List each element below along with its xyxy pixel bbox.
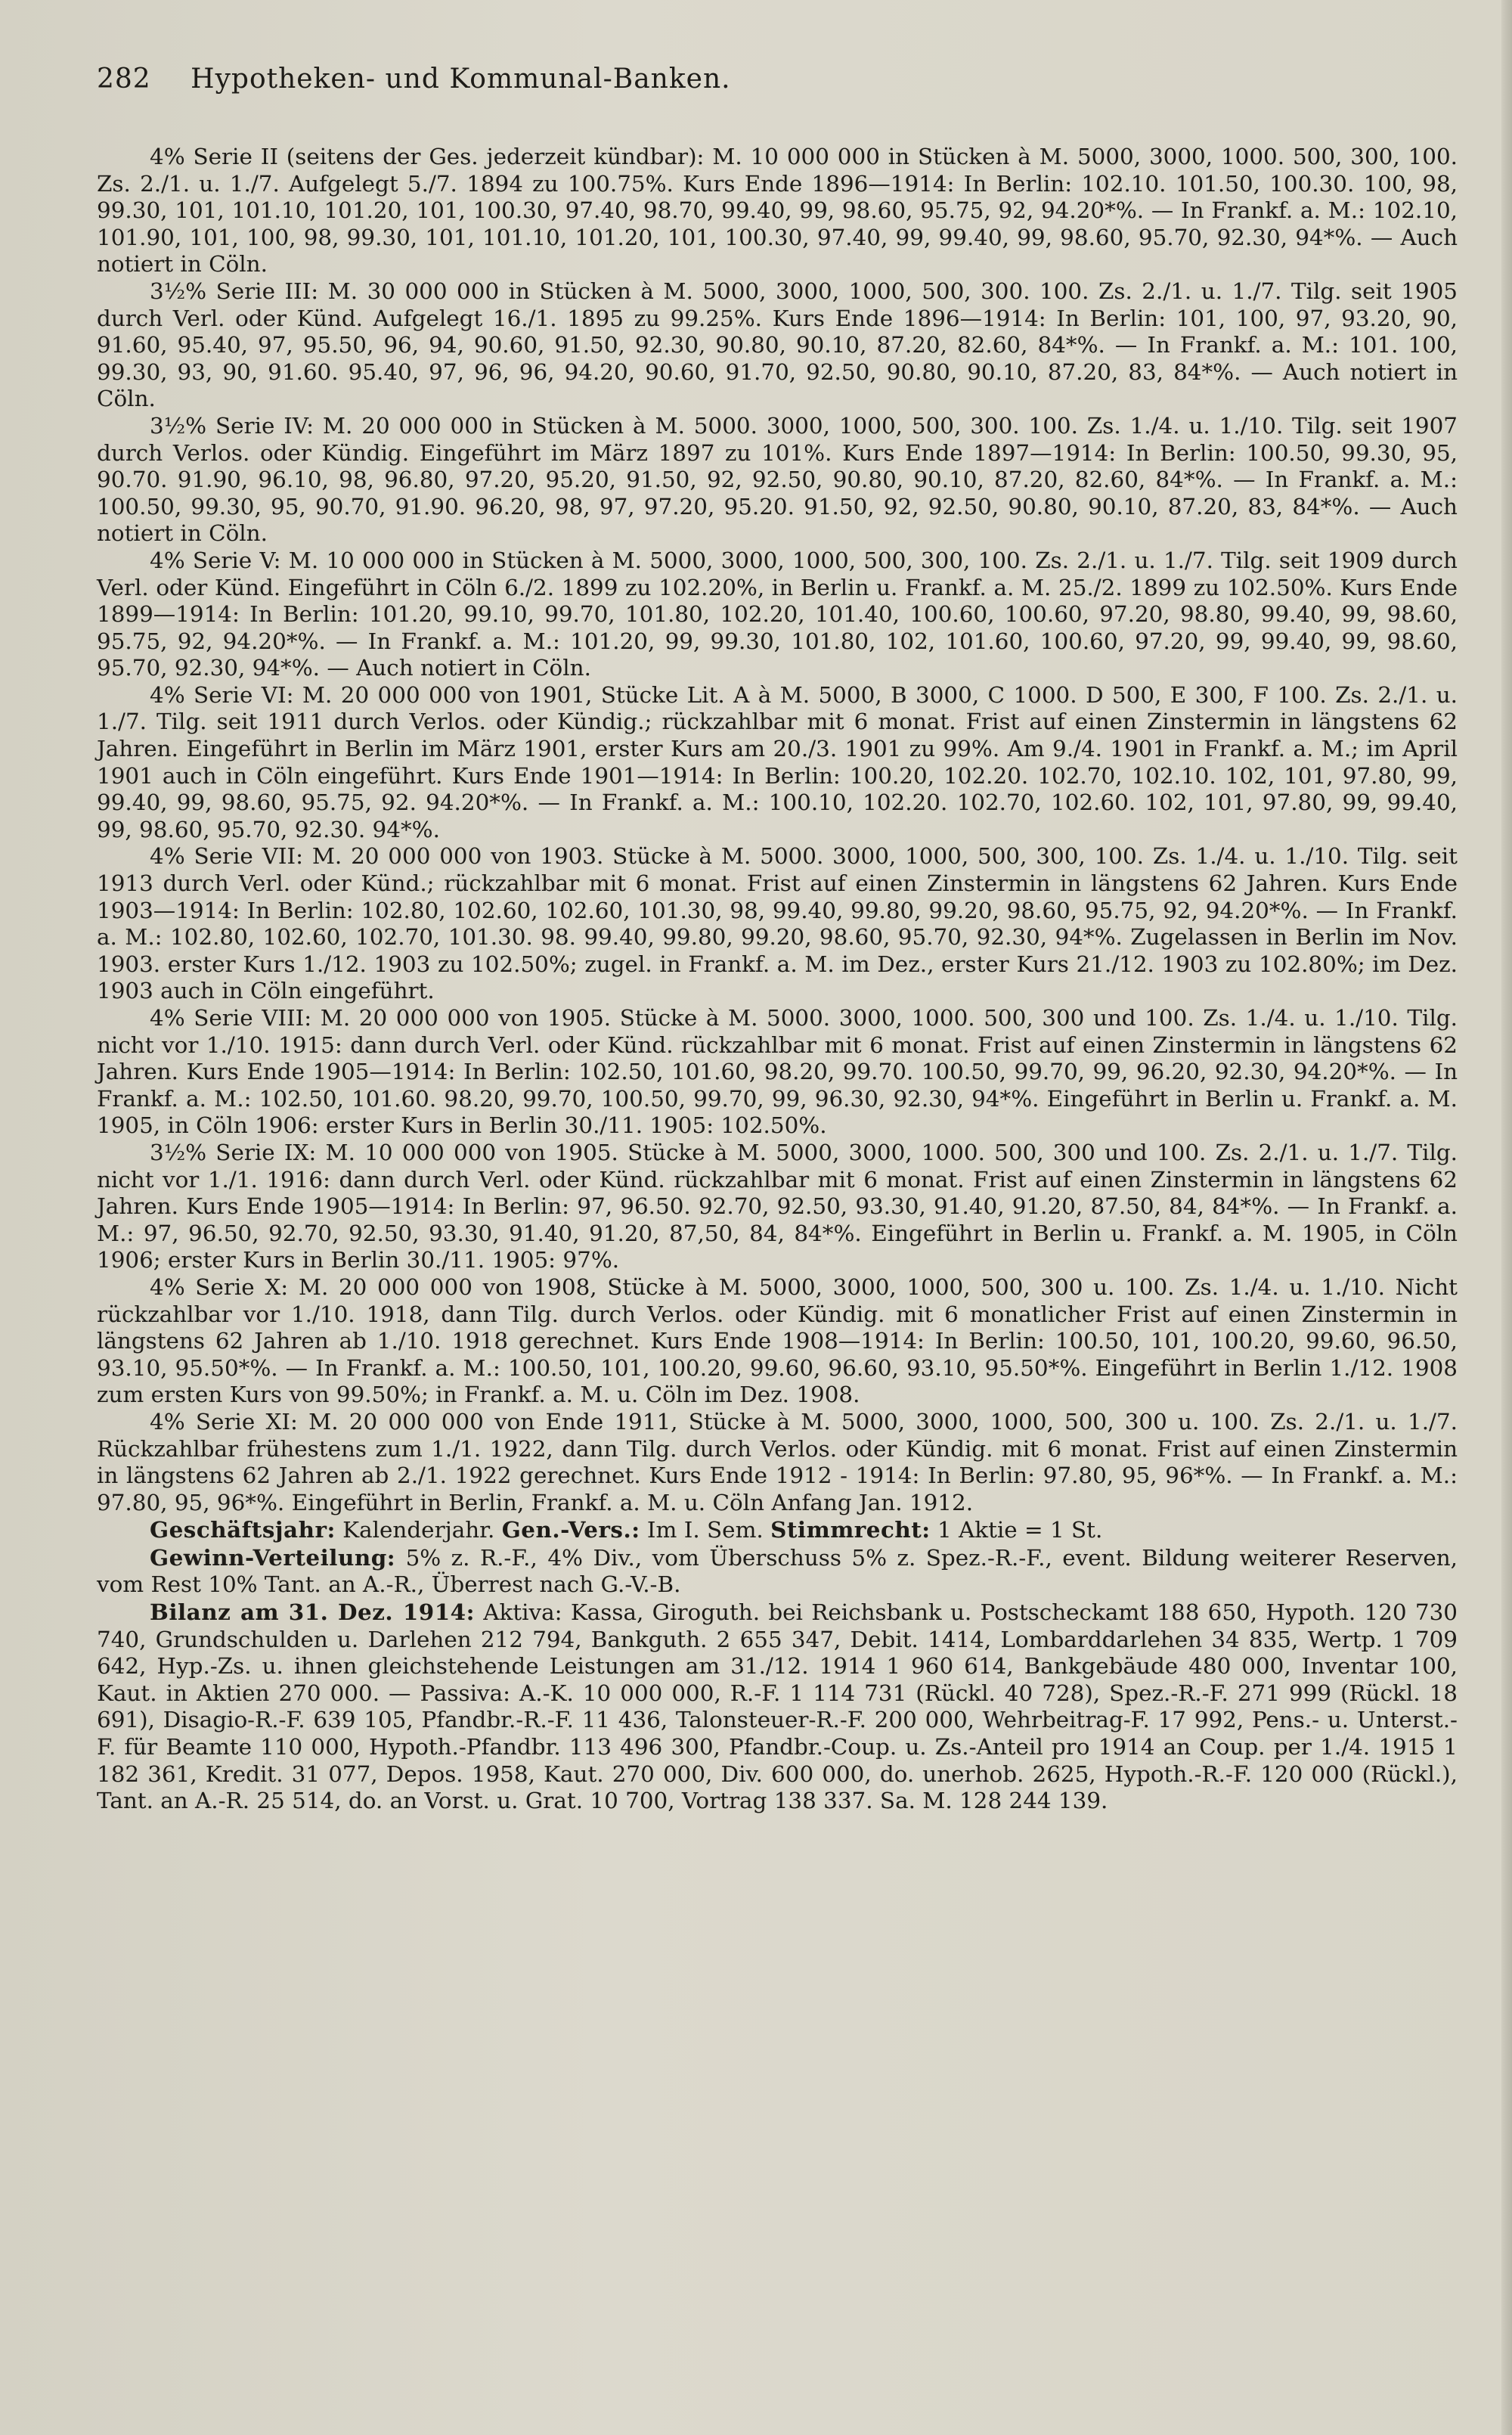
text-gewinn-verteilung: 5% z. R.-F., 4% Div., vom Überschuss 5% z. Spez.-R.-F., event. Bildung weiterer Reserven, vom Rest 10% Tant. an A.-R., Überrest nach G.-V.-B. <box>97 1544 1458 1598</box>
paragraph-serie-11: 4% Serie XI: M. 20 000 000 von Ende 1911, Stücke à M. 5000, 3000, 1000, 500, 300 u. 100. Zs. 2./1. u. 1./7. Rückzahlbar frühestens zum 1./1. 1922, dann Tilg. durch Verlos. oder Kündig. mit 6 monat. Frist auf einen Zinstermin in längstens 62 Jahren ab 2./1. 1922 gerechnet. Kurs Ende 1912 - 1914: In Berlin: 97.80, 95, 96*%. — In Frankf. a. M.: 97.80, 95, 96*%. Eingeführt in Berlin, Frankf. a. M. u. Cöln Anfang Jan. 1912. <box>97 1408 1458 1515</box>
paragraph-serie-2: 4% Serie II (seitens der Ges. jederzeit kündbar): M. 10 000 000 in Stücken à M. 5000, 3000, 1000. 500, 300, 100. Zs. 2./1. u. 1./7. Aufgelegt 5./7. 1894 zu 100.75%. Kurs Ende 1896—1914: In Berlin: 102.10. 101.50, 100.30. 100, 98, 99.30, 101, 101.10, 101.20, 101, 100.30, 97.40, 98.70, 99.40, 99, 98.60, 95.75, 92, 94.20*%. — In Frankf. a. M.: 102.10, 101.90, 101, 100, 98, 99.30, 101, 101.10, 101.20, 101, 100.30, 97.40, 99, 99.40, 99, 98.60, 95.70, 92.30, 94*%. — Auch notiert in Cöln. <box>97 144 1458 278</box>
paragraph-serie-9: 3½% Serie IX: M. 10 000 000 von 1905. Stücke à M. 5000, 3000, 1000. 500, 300 und 100. Zs. 2./1. u. 1./7. Tilg. nicht vor 1./1. 1916: dann durch Verl. oder Künd. rückzahlbar mit 6 monat. Frist auf einen Zinstermin in längstens 62 Jahren. Kurs Ende 1905—1914: In Berlin: 97, 96.50. 92.70, 92.50, 93.30, 91.40, 91.20, 87.50, 84, 84*%. — In Frankf. a. M.: 97, 96.50, 92.70, 92.50, 93.30, 91.40, 91.20, 87,50, 84, 84*%. Eingeführt in Berlin u. Frankf. a. M. 1905, in Cöln 1906; erster Kurs in Berlin 30./11. 1905: 97%. <box>97 1139 1458 1273</box>
paragraph-serie-6: 4% Serie VI: M. 20 000 000 von 1901, Stücke Lit. A à M. 5000, B 3000, C 1000. D 500, E 300, F 100. Zs. 2./1. u. 1./7. Tilg. seit 1911 durch Verlos. oder Kündig.; rückzahlbar mit 6 monat. Frist auf einen Zinstermin in längstens 62 Jahren. Eingeführt in Berlin im März 1901, erster Kurs am 20./3. 1901 zu 99%. Am 9./4. 1901 in Frankf. a. M.; im April 1901 auch in Cöln eingeführt. Kurs Ende 1901—1914: In Berlin: 100.20, 102.20. 102.70, 102.10. 102, 101, 97.80, 99, 99.40, 99, 98.60, 95.75, 92. 94.20*%. — In Frankf. a. M.: 100.10, 102.20. 102.70, 102.60. 102, 101, 97.80, 99, 99.40, 99, 98.60, 95.70, 92.30. 94*%. <box>97 681 1458 842</box>
paragraph-serie-8: 4% Serie VIII: M. 20 000 000 von 1905. Stücke à M. 5000. 3000, 1000. 500, 300 und 100. Zs. 1./4. u. 1./10. Tilg. nicht vor 1./10. 1915: dann durch Verl. oder Künd. rückzahlbar mit 6 monat. Frist auf einen Zinstermin in längstens 62 Jahren. Kurs Ende 1905—1914: In Berlin: 102.50, 101.60, 98.20, 99.70. 100.50, 99.70, 99, 96.20, 92.30, 94.20*%. — In Frankf. a. M.: 102.50, 101.60. 98.20, 99.70, 100.50, 99.70, 99, 96.30, 92.30, 94*%. Eingeführt in Berlin u. Frankf. a. M. 1905, in Cöln 1906: erster Kurs in Berlin 30./11. 1905: 102.50%. <box>97 1005 1458 1139</box>
running-title: Hypotheken- und Kommunal-Banken. <box>191 64 731 95</box>
paragraph-serie-5: 4% Serie V: M. 10 000 000 in Stücken à M. 5000, 3000, 1000, 500, 300, 100. Zs. 2./1. u. 1./7. Tilg. seit 1909 durch Verl. oder Künd. Eingeführt in Cöln 6./2. 1899 zu 102.20%, in Berlin u. Frankf. a. M. 25./2. 1899 zu 102.50%. Kurs Ende 1899—1914: In Berlin: 101.20, 99.10, 99.70, 101.80, 102.20, 101.40, 100.60, 100.60, 97.20, 98.80, 99.40, 99, 98.60, 95.75, 92, 94.20*%. — In Frankf. a. M.: 101.20, 99, 99.30, 101.80, 102, 101.60, 100.60, 97.20, 99, 99.40, 99, 98.60, 95.70, 92.30, 94*%. — Auch notiert in Cöln. <box>97 547 1458 681</box>
paragraph-serie-3: 3½% Serie III: M. 30 000 000 in Stücken à M. 5000, 3000, 1000, 500, 300. 100. Zs. 2./1. u. 1./7. Tilg. seit 1905 durch Verl. oder Künd. Aufgelegt 16./1. 1895 zu 99.25%. Kurs Ende 1896—1914: In Berlin: 101, 100, 97, 93.20, 90, 91.60, 95.40, 97, 95.50, 96, 94, 90.60, 91.50, 92.30, 90.80, 90.10, 87.20, 82.60, 84*%. — In Frankf. a. M.: 101. 100, 99.30, 93, 90, 91.60. 95.40, 97, 96, 96, 94.20, 90.60, 91.70, 92.50, 90.80, 90.10, 87.20, 83, 84*%. — Auch notiert in Cöln. <box>97 278 1458 412</box>
info-line-bilanz <box>97 1599 1458 1815</box>
text-gen-vers: Im I. Sem. <box>640 1517 771 1543</box>
text-body <box>97 144 1458 1815</box>
label-geschaeftsjahr: Geschäftsjahr: <box>150 1516 336 1543</box>
info-line-gewinn <box>97 1544 1458 1599</box>
paragraph-serie-10: 4% Serie X: M. 20 000 000 von 1908, Stücke à M. 5000, 3000, 1000, 500, 300 u. 100. Zs. 1./4. u. 1./10. Nicht rückzahlbar vor 1./10. 1918, dann Tilg. durch Verlos. oder Kündig. mit 6 monatlicher Frist auf einen Zinstermin in längstens 62 Jahren ab 1./10. 1918 gerechnet. Kurs Ende 1908—1914: In Berlin: 100.50, 101, 100.20, 99.60, 96.50, 93.10, 95.50*%. — In Frankf. a. M.: 100.50, 101, 100.20, 99.60, 96.60, 93.10, 95.50*%. Eingeführt in Berlin 1./12. 1908 zum ersten Kurs von 99.50%; in Frankf. a. M. u. Cöln im Dez. 1908. <box>97 1273 1458 1408</box>
paragraph-serie-4: 3½% Serie IV: M. 20 000 000 in Stücken à M. 5000. 3000, 1000, 500, 300. 100. Zs. 1./4. u. 1./10. Tilg. seit 1907 durch Verlos. oder Kündig. Eingeführt im März 1897 zu 101%. Kurs Ende 1897—1914: In Berlin: 100.50, 99.30, 95, 90.70. 91.90, 96.10, 98, 96.80, 97.20, 95.20, 91.50, 92, 92.50, 90.80, 90.10, 87.20, 82.60, 84*%. — In Frankf. a. M.: 100.50, 99.30, 95, 90.70, 91.90. 96.20, 98, 97, 97.20, 95.20. 91.50, 92, 92.50, 90.80, 90.10, 87.20, 83, 84*%. — Auch notiert in Cöln. <box>97 412 1458 547</box>
text-geschaeftsjahr: Kalenderjahr. <box>335 1517 502 1543</box>
text-stimmrecht: 1 Aktie = 1 St. <box>930 1517 1103 1543</box>
page-header <box>97 64 1458 95</box>
label-bilanz: Bilanz am 31. Dez. 1914: <box>150 1599 475 1626</box>
page-number: 282 <box>97 64 151 95</box>
info-line-general <box>97 1516 1458 1544</box>
label-gen-vers: Gen.-Vers.: <box>501 1516 640 1543</box>
page-edge <box>1501 0 1512 2435</box>
label-stimmrecht: Stimmrecht: <box>770 1516 931 1543</box>
text-bilanz: Aktiva: Kassa, Giroguth. bei Reichsbank u. Postscheckamt 188 650, Hypoth. 120 730 740, Grundschulden u. Darlehen 212 794, Bankguth. 2 655 347, Debit. 1414, Lombarddarlehen 34 835, Wertp. 1 709 642, Hyp.-Zs. u. ihnen gleichstehende Leistungen am 31./12. 1914 1 960 614, Bankgebäude 480 000, Inventar 100, Kaut. in Aktien 270 000. — Passiva: A.-K. 10 000 000, R.-F. 1 114 731 (Rückl. 40 728), Spez.-R.-F. 271 999 (Rückl. 18 691), Disagio-R.-F. 639 105, Pfandbr.-R.-F. 11 436, Talonsteuer-R.-F. 200 000, Wehrbeitrag-F. 17 992, Pens.- u. Unterst.-F. für Beamte 110 000, Hypoth.-Pfandbr. 113 496 300, Pfandbr.-Coup. u. Zs.-Anteil pro 1914 an Coup. per 1./4. 1915 1 182 361, Kredit. 31 077, Depos. 1958, Kaut. 270 000, Div. 600 000, do. unerhob. 2625, Hypoth.-R.-F. 120 000 (Rückl.), Tant. an A.-R. 25 514, do. an Vorst. u. Grat. 10 700, Vortrag 138 337. Sa. M. 128 244 139. <box>97 1599 1458 1814</box>
label-gewinn-verteilung: Gewinn-Verteilung: <box>150 1543 396 1571</box>
paragraph-serie-7: 4% Serie VII: M. 20 000 000 von 1903. Stücke à M. 5000. 3000, 1000, 500, 300, 100. Zs. 1./4. u. 1./10. Tilg. seit 1913 durch Verl. oder Künd.; rückzahlbar mit 6 monat. Frist auf einen Zinstermin in längstens 62 Jahren. Kurs Ende 1903—1914: In Berlin: 102.80, 102.60, 102.60, 101.30, 98, 99.40, 99.80, 99.20, 98.60, 95.75, 92, 94.20*%. — In Frankf. a. M.: 102.80, 102.60, 102.70, 101.30. 98. 99.40, 99.80, 99.20, 98.60, 95.70, 92.30, 94*%. Zugelassen in Berlin im Nov. 1903. erster Kurs 1./12. 1903 zu 102.50%; zugel. in Frankf. a. M. im Dez., erster Kurs 21./12. 1903 zu 102.80%; im Dez. 1903 auch in Cöln eingeführt. <box>97 843 1458 1004</box>
